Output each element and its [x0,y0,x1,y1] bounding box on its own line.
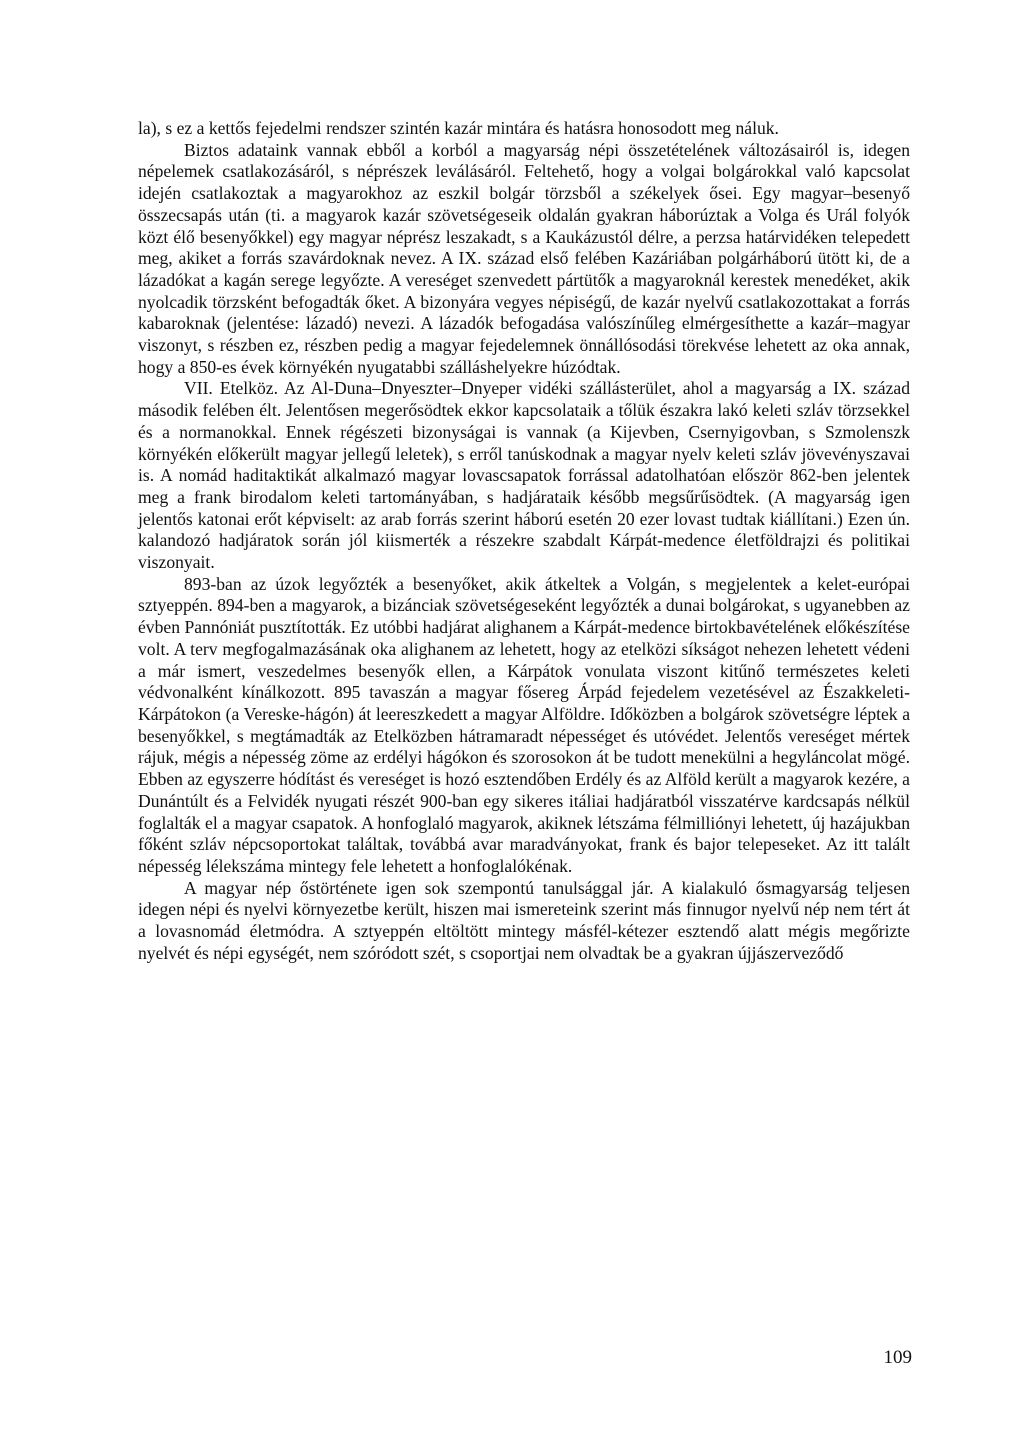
paragraph-4: 893-ban az úzok legyőzték a besenyőket, akik átkeltek a Volgán, s megjelentek a kelet-európai sztyeppén. 894-ben a magyarok, a bizánciak szövetségeseként legyőzték a dunai bolgárokat, s ugyanebben az évben Pannóniát pusztították. Ez utóbbi hadjárat alighanem a Kárpát-medence birtokbavételének előkészítése volt. A terv megfogalmazásának oka alighanem az lehetett, hogy az etelközi síkságot nehezen lehetett védeni a már ismert, veszedelmes besenyők ellen, a Kárpátok vonulata viszont kitűnő természetes keleti védvonalként kínálkozott. 895 tavaszán a magyar fősereg Árpád fejedelem vezetésével az Északkeleti-Kárpátokon (a Vereske-hágón) át leereszkedett a magyar Alföldre. Időközben a bolgárok szövetségre léptek a besenyőkkel, s megtámadták az Etelközben hátramaradt népességet és utóvédet. Jelentős vereséget mértek rájuk, mégis a népesség zöme az erdélyi hágókon és szorosokon át be tudott menekülni a hegyláncolat mögé. Ebben az egyszerre hódítást és vereséget is hozó esztendőben Erdély és az Alföld került a magyarok kezére, a Dunántúlt és a Felvidék nyugati részét 900-ban egy sikeres itáliai hadjáratból visszatérve kardcsapás nélkül foglalták el a magyar csapatok. A honfoglaló magyarok, akiknek létszáma félmilliónyi lehetett, új hazájukban főként szláv népcsoportokat találtak, továbbá avar maradványokat, frank és bajor telepeseket. Az itt talált népesség lélekszáma mintegy fele lehetett a honfoglalókénak. [138,573,910,876]
paragraph-2: Biztos adataink vannak ebből a korból a magyarság népi összetételének változásairól is, idegen népelemek csatlakozásáról, s néprészek leválásáról. Feltehető, hogy a volgai bolgárokkal való kapcsolat idején csatlakoztak a magyarokhoz az eszkil bolgár törzsből a székelyek ősei. Egy magyar–besenyő összecsapás után (ti. a magyarok kazár szövetségeseik oldalán gyakran háborúztak a Volga és Urál folyók közt élő besenyőkkel) egy magyar néprész leszakadt, s a Kaukázustól délre, a perzsa határvidéken telepedett meg, akiket a forrás szavárdoknak nevez. A IX. század első felében Kazáriában polgárháború ütött ki, de a lázadókat a kagán serege legyőzte. A vereséget szenvedett pártütők a magyaroknál kerestek menedéket, akik nyolcadik törzsként befogadták őket. A bizonyára vegyes népiségű, de kazár nyelvű csatlakozottakat a forrás kabaroknak (jelentése: lázadó) nevezi. A lázadók befogadása valószínűleg elmérgesíthette a kazár–magyar viszonyt, s részben ez, részben pedig a magyar fejedelemnek önnállósodási törekvése lehetett az oka annak, hogy a 850-es évek környékén nyugatabbi szálláshelyekre húzódtak. [138,139,910,377]
page-number: 109 [883,1347,912,1368]
body-text [138,118,910,964]
paragraph-1: la), s ez a kettős fejedelmi rendszer szintén kazár mintára és hatásra honosodott meg náluk. [138,118,779,138]
paragraph-5: A magyar nép őstörténete igen sok szempontú tanulsággal jár. A kialakuló ősmagyarság teljesen idegen népi és nyelvi környezetbe került, hiszen mai ismereteink szerint más finnugor nyelvű nép nem tért át a lovasnomád életmódra. A sztyeppén eltöltött mintegy másfél-kétezer esztendő alatt mégis megőrizte nyelvét és népi egységét, nem szóródott szét, s csoportjai nem olvadtak be a gyakran újjászerveződő [138,877,910,963]
paragraph-3: VII. Etelköz. Az Al-Duna–Dnyeszter–Dnyeper vidéki szállásterület, ahol a magyarság a IX. század második felében élt. Jelentősen megerősödtek ekkor kapcsolataik a tőlük északra lakó keleti szláv törzsekkel és a normanokkal. Ennek régészeti bizonyságai is vannak (a Kijevben, Csernyigovban, s Szmolenszk környékén előkerült magyar jellegű leletek), s erről tanúskodnak a magyar nyelv keleti szláv jövevényszavai is. A nomád haditaktikát alkalmazó magyar lovascsapatok forrással adatolhatóan először 862-ben jelentek meg a frank birodalom keleti tartományában, s hadjárataik később megsűrűsödtek. (A magyarság igen jelentős katonai erőt képviselt: az arab forrás szerint háború esetén 20 ezer lovast tudtak kiállítani.) Ezen ún. kalandozó hadjáratok során jól kiismerték a részekre szabdalt Kárpát-medence életföldrajzi és politikai viszonyait. [138,378,910,573]
